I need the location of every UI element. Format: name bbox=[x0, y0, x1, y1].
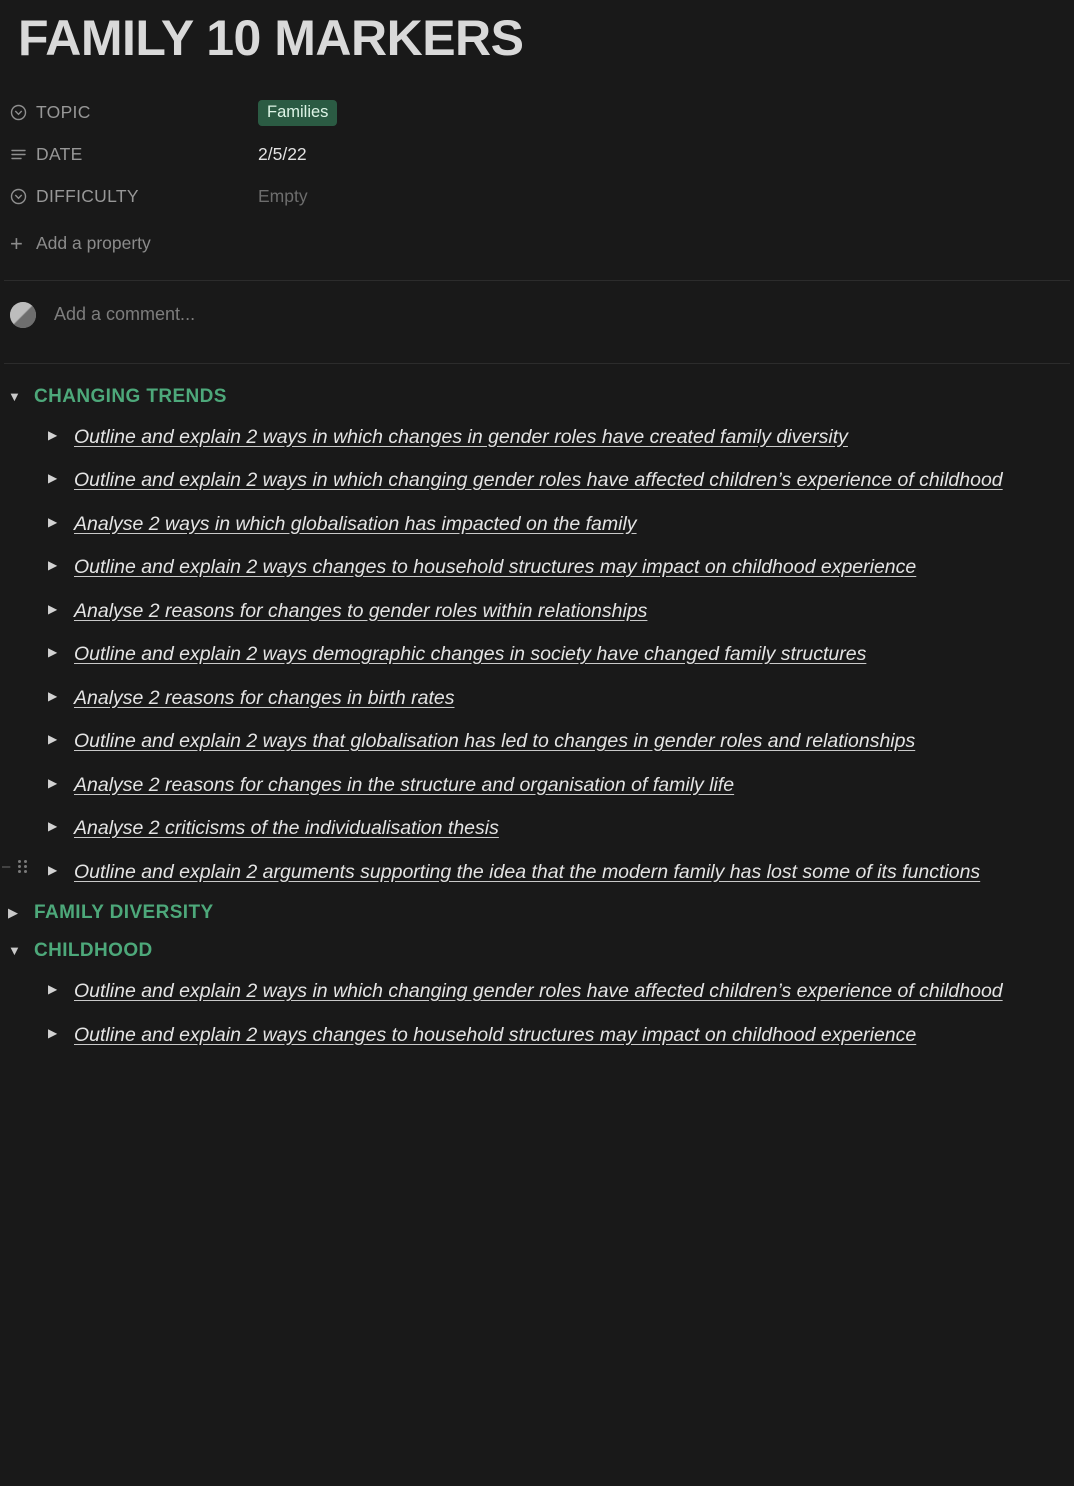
property-value-topic[interactable] bbox=[258, 100, 337, 126]
list-item-label: Outline and explain 2 ways that globalisation has led to changes in gender roles and relationships bbox=[74, 730, 916, 753]
property-row-difficulty[interactable] bbox=[10, 176, 1074, 218]
property-row-topic[interactable] bbox=[10, 92, 1074, 134]
chevron-right-icon[interactable]: ▶ bbox=[48, 645, 58, 660]
list-item-label: Outline and explain 2 ways in which changing gender roles have affected children’s experience of childhood bbox=[74, 469, 1003, 492]
property-value-date[interactable]: 2/5/22 bbox=[258, 144, 307, 164]
comment-composer[interactable] bbox=[0, 281, 1074, 349]
list-item[interactable] bbox=[48, 503, 1074, 547]
list-item[interactable] bbox=[48, 677, 1074, 721]
chevron-right-icon[interactable]: ▶ bbox=[48, 775, 58, 790]
section-title: CHILDHOOD bbox=[34, 940, 153, 962]
list-item-label: Analyse 2 criticisms of the individualisation thesis bbox=[74, 817, 499, 840]
list-item-label: Outline and explain 2 ways in which changes in gender roles have created family diversity bbox=[74, 425, 848, 448]
property-name-difficulty: DIFFICULTY bbox=[36, 186, 139, 206]
toggle-sections bbox=[0, 364, 1074, 1088]
list-item[interactable] bbox=[48, 970, 1074, 1014]
chevron-down-icon[interactable]: ▼ bbox=[8, 388, 21, 404]
insert-block-icon[interactable]: – bbox=[2, 857, 11, 875]
chevron-right-icon[interactable]: ▶ bbox=[8, 905, 18, 921]
list-item[interactable] bbox=[48, 633, 1074, 677]
list-item-label: Outline and explain 2 ways changes to household structures may impact on childhood experience bbox=[74, 556, 917, 579]
select-icon bbox=[10, 188, 36, 205]
chevron-right-icon[interactable]: ▶ bbox=[48, 601, 58, 616]
property-name-topic: TOPIC bbox=[36, 102, 91, 122]
list-item[interactable] bbox=[48, 459, 1074, 503]
section-header-childhood[interactable] bbox=[0, 932, 1074, 970]
drag-handle[interactable] bbox=[2, 859, 27, 874]
add-property-button[interactable] bbox=[10, 222, 1074, 266]
list-item[interactable] bbox=[2, 851, 1074, 895]
list-item[interactable] bbox=[48, 764, 1074, 808]
list-item[interactable] bbox=[48, 1014, 1074, 1058]
chevron-right-icon[interactable]: ▶ bbox=[48, 471, 58, 486]
page-title: FAMILY 10 MARKERS bbox=[18, 10, 524, 66]
section-title: CHANGING TRENDS bbox=[34, 385, 227, 407]
list-item[interactable] bbox=[48, 416, 1074, 460]
property-name-date: DATE bbox=[36, 144, 83, 164]
list-item[interactable] bbox=[48, 546, 1074, 590]
chevron-right-icon[interactable]: ▶ bbox=[48, 982, 58, 997]
section-header-family-diversity[interactable] bbox=[0, 894, 1074, 932]
select-icon bbox=[10, 104, 36, 121]
chevron-right-icon[interactable]: ▶ bbox=[48, 514, 58, 529]
list-item-label: Analyse 2 ways in which globalisation has impacted on the family bbox=[74, 512, 637, 535]
chevron-right-icon[interactable]: ▶ bbox=[48, 1025, 58, 1040]
list-item-label: Outline and explain 2 arguments supporting the idea that the modern family has lost some of its functions bbox=[74, 860, 981, 883]
chevron-right-icon[interactable]: ▶ bbox=[48, 819, 58, 834]
list-item[interactable] bbox=[48, 720, 1074, 764]
avatar bbox=[10, 302, 36, 328]
chevron-right-icon[interactable]: ▶ bbox=[48, 862, 58, 877]
topic-tag[interactable]: Families bbox=[258, 100, 337, 126]
list-item-label: Analyse 2 reasons for changes in birth rates bbox=[74, 686, 455, 709]
comment-input[interactable]: Add a comment... bbox=[54, 304, 196, 324]
chevron-down-icon[interactable]: ▼ bbox=[8, 943, 21, 959]
property-row-date[interactable] bbox=[10, 134, 1074, 176]
property-value-difficulty[interactable]: Empty bbox=[258, 186, 308, 206]
plus-icon: + bbox=[10, 230, 23, 256]
list-item-label: Outline and explain 2 ways demographic changes in society have changed family structures bbox=[74, 643, 867, 666]
property-label-date bbox=[10, 144, 258, 165]
list-item[interactable] bbox=[48, 807, 1074, 851]
add-property-label: Add a property bbox=[36, 233, 151, 253]
section-header-changing-trends[interactable] bbox=[0, 378, 1074, 416]
properties-list bbox=[0, 68, 1074, 266]
chevron-right-icon[interactable]: ▶ bbox=[48, 732, 58, 747]
list-item-label: Analyse 2 reasons for changes in the structure and organisation of family life bbox=[74, 773, 735, 796]
list-item-label: Outline and explain 2 ways in which changing gender roles have affected children’s experience of childhood bbox=[74, 980, 1003, 1003]
list-item-label: Outline and explain 2 ways changes to household structures may impact on childhood experience bbox=[74, 1023, 917, 1046]
chevron-right-icon[interactable]: ▶ bbox=[48, 427, 58, 442]
property-label-topic bbox=[10, 102, 258, 123]
chevron-right-icon[interactable]: ▶ bbox=[48, 688, 58, 703]
grip-dots-icon[interactable] bbox=[18, 860, 27, 873]
property-label-difficulty bbox=[10, 186, 258, 207]
list-item-label: Analyse 2 reasons for changes to gender roles within relationships bbox=[74, 599, 648, 622]
chevron-right-icon[interactable]: ▶ bbox=[48, 558, 58, 573]
section-title: FAMILY DIVERSITY bbox=[34, 902, 214, 924]
text-lines-icon bbox=[10, 146, 36, 163]
list-item[interactable] bbox=[48, 590, 1074, 634]
